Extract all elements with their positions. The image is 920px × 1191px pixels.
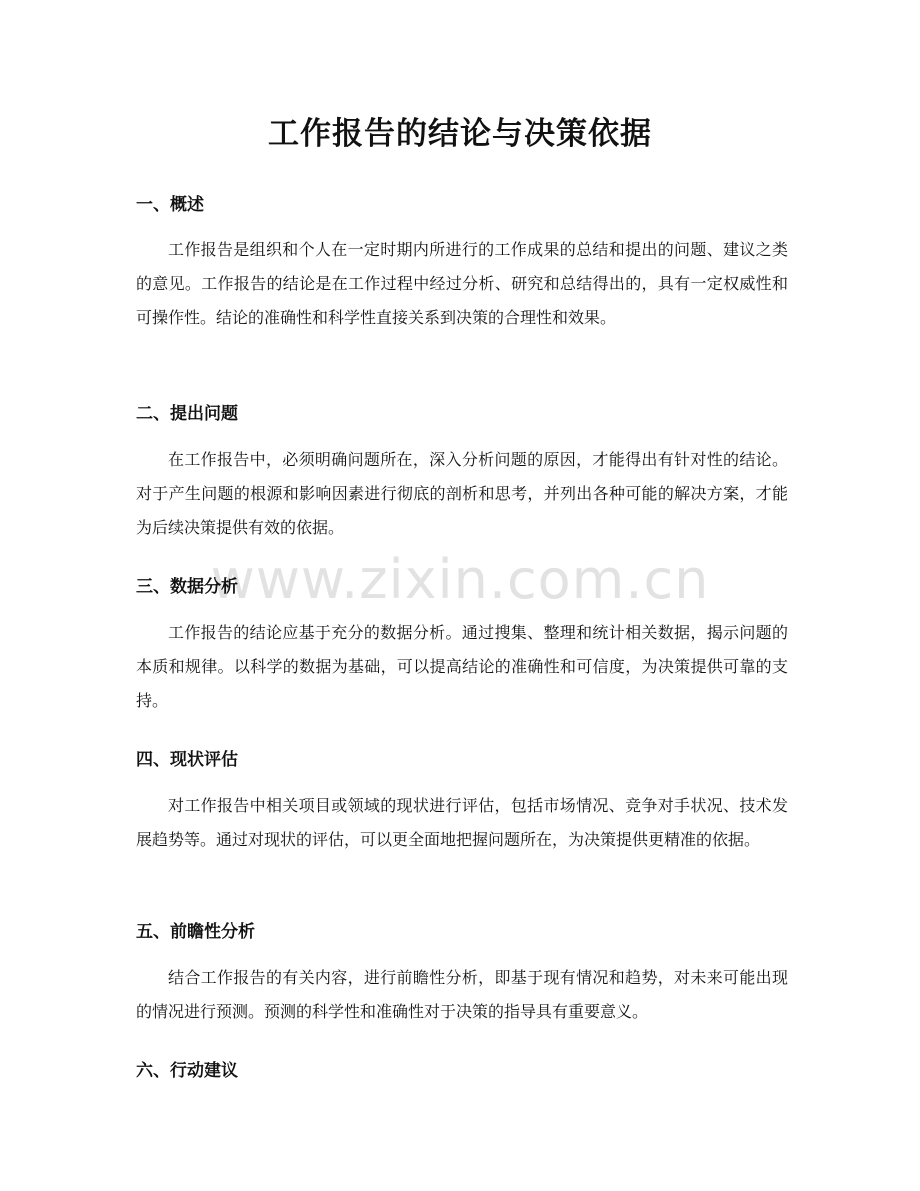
section-paragraph-data-analysis: 工作报告的结论应基于充分的数据分析。通过搜集、整理和统计相关数据，揭示问题的本质和规律。以科学的数据为基础，可以提高结论的准确性和可信度，为决策提供可靠的支持。 — [136, 623, 788, 710]
section-paragraph-forward-analysis: 结合工作报告的有关内容，进行前瞻性分析，即基于现有情况和趋势，对未来可能出现的情况进行预测。预测的科学性和准确性对于决策的指导具有重要意义。 — [136, 968, 788, 1021]
section-heading-forward-analysis: 五、前瞻性分析 — [136, 922, 255, 942]
section-heading-status-assessment: 四、现状评估 — [136, 750, 238, 770]
section-paragraph-overview: 工作报告是组织和个人在一定时期内所进行的工作成果的总结和提出的问题、建议之类的意见。工作报告的结论是在工作过程中经过分析、研究和总结得出的，具有一定权威性和可操作性。结论的准确性和科学性直接关系到决策的合理性和效果。 — [136, 240, 788, 327]
section-paragraph-status-assessment: 对工作报告中相关项目或领域的现状进行评估，包括市场情况、竞争对手状况、技术发展趋势等。通过对现状的评估，可以更全面地把握问题所在，为决策提供更精准的依据。 — [136, 796, 788, 849]
document-title: 工作报告的结论与决策依据 — [268, 116, 652, 152]
watermark: www.zixin.com.cn — [210, 548, 710, 611]
section-heading-overview: 一、概述 — [136, 195, 204, 215]
section-paragraph-problem: 在工作报告中，必须明确问题所在，深入分析问题的原因，才能得出有针对性的结论。对于产生问题的根源和影响因素进行彻底的剖析和思考，并列出各种可能的解决方案，才能为后续决策提供有效的依据。 — [136, 450, 788, 537]
section-heading-data-analysis: 三、数据分析 — [136, 577, 238, 597]
section-heading-problem: 二、提出问题 — [136, 404, 238, 424]
section-heading-action-advice: 六、行动建议 — [136, 1061, 238, 1081]
